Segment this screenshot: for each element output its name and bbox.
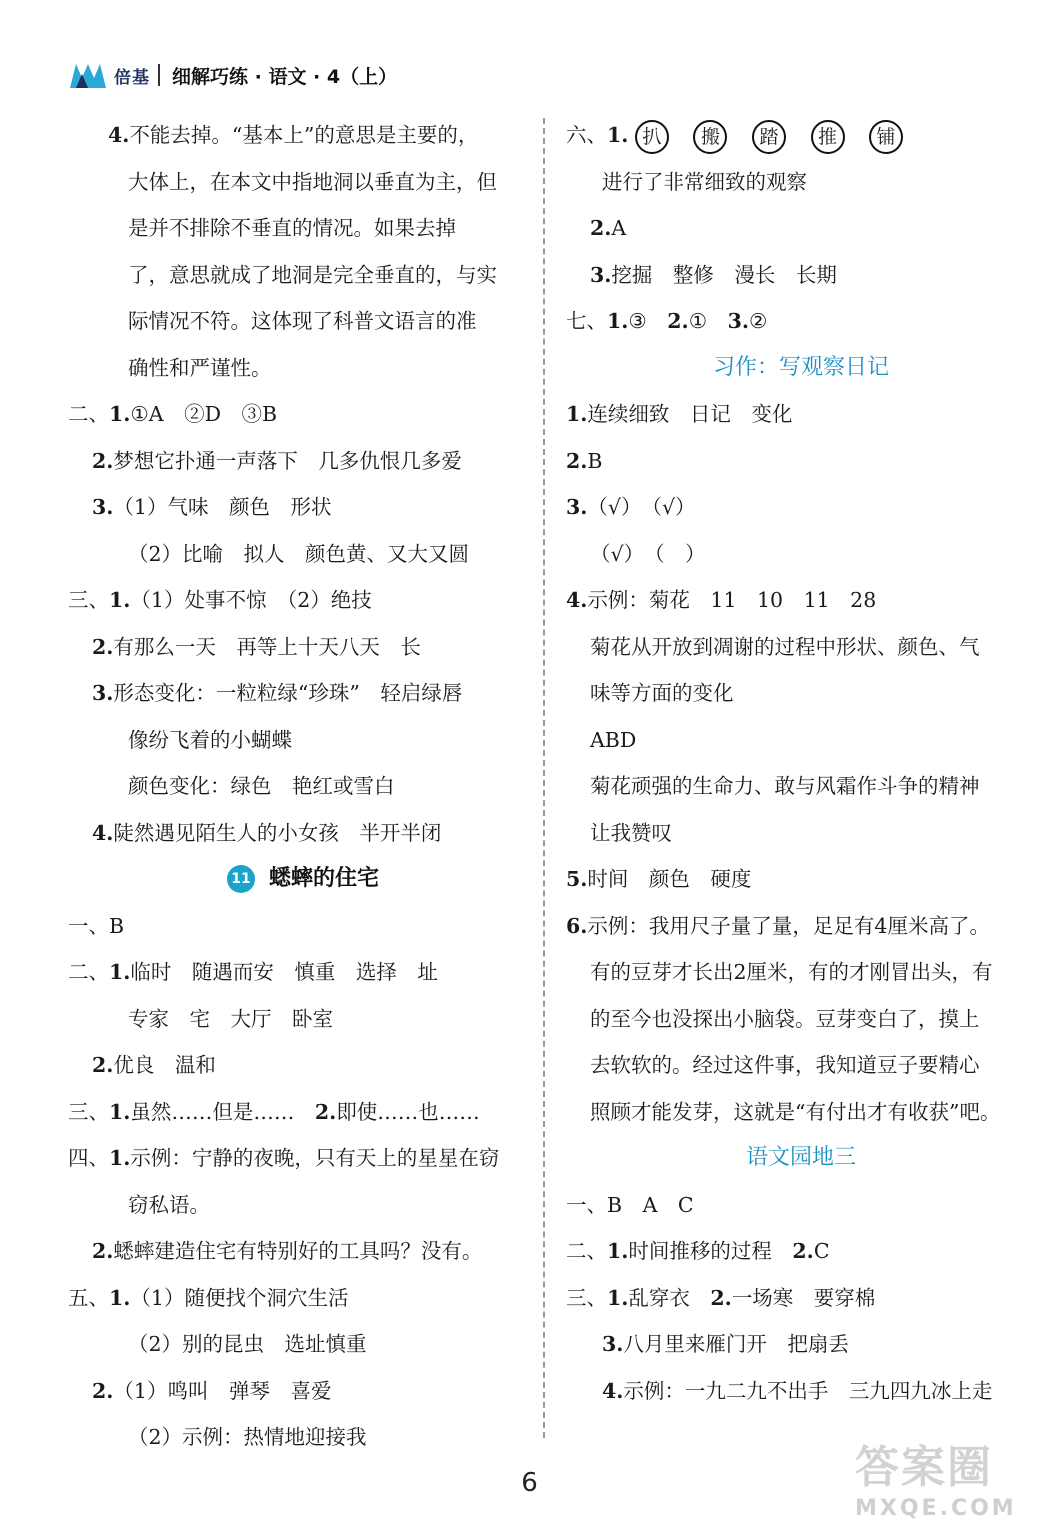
section-heading xyxy=(566,345,1036,392)
item-number: 3. xyxy=(566,495,588,519)
answer-line xyxy=(566,1182,1036,1229)
item-number: 2. xyxy=(92,634,114,659)
header-divider xyxy=(158,64,160,86)
answer-line xyxy=(68,717,538,764)
item-number: 6. xyxy=(566,913,588,938)
item-number: 4. xyxy=(566,588,588,612)
answer-text: 八月里来雁门开 把扇丢 xyxy=(623,1332,849,1356)
answer-line xyxy=(68,1135,538,1182)
answer-text: 有那么一天 再等上十天八天 长 xyxy=(113,634,421,659)
answer-text: 大体上，在本文中指地洞以垂直为主，但 xyxy=(128,169,497,194)
item-number: 3. xyxy=(92,495,114,519)
answer-text: 让我赞叹 xyxy=(590,820,672,845)
section-marker: 一、 xyxy=(566,1192,607,1217)
answer-text: ABD xyxy=(590,727,637,752)
answer-line xyxy=(566,1042,1036,1089)
answer-line xyxy=(566,717,1036,764)
answer-line xyxy=(68,1182,538,1229)
answer-text: 际情况不符。这体现了科普文语言的准 xyxy=(128,309,477,333)
item-number: 4. xyxy=(108,123,130,147)
answer-text: 挖掘 整修 漫长 长期 xyxy=(611,262,837,287)
item-number: 3. xyxy=(92,681,114,705)
answer-text: 连续细致 日记 变化 xyxy=(587,402,793,426)
answer-text: 陡然遇见陌生人的小女孩 半开半闭 xyxy=(113,820,442,845)
lesson-number-badge: 11 xyxy=(227,865,255,893)
answer-line xyxy=(68,1228,538,1275)
item-number: 1. xyxy=(109,1146,131,1170)
answer-text: 味等方面的变化 xyxy=(590,681,734,705)
answer-text: 专家 宅 大厅 卧室 xyxy=(128,1006,333,1031)
answer-line xyxy=(566,298,1036,345)
answer-line xyxy=(566,670,1036,717)
answer-line xyxy=(566,1368,1036,1415)
answer-line xyxy=(68,577,538,624)
answer-text: ② xyxy=(749,309,768,333)
item-number: 2. xyxy=(92,1378,114,1403)
answer-text: 像纷飞着的小蝴蝶 xyxy=(128,727,292,752)
item-number: 1. xyxy=(607,309,629,333)
section-heading xyxy=(68,856,538,903)
section-marker: 一、 xyxy=(68,913,109,938)
section-marker: 二、 xyxy=(566,1239,607,1263)
circled-char: 铺 xyxy=(869,120,903,154)
answer-line xyxy=(566,205,1036,252)
answer-text: 优良 温和 xyxy=(113,1053,216,1077)
answer-line xyxy=(566,763,1036,810)
answer-line xyxy=(68,1089,538,1136)
item-number: 1. xyxy=(109,1099,131,1124)
lesson-title: 蟋蟀的住宅 xyxy=(268,866,379,891)
answer-line xyxy=(566,1089,1036,1136)
item-number: 1. xyxy=(566,402,588,426)
answer-line xyxy=(68,438,538,485)
answer-line xyxy=(68,531,538,578)
answer-line-six xyxy=(566,112,1036,159)
left-column xyxy=(68,112,538,1461)
answer-line xyxy=(566,996,1036,1043)
watermark-url: MXQE.COM xyxy=(855,1496,1017,1521)
answer-text: 乱穿衣 xyxy=(628,1285,711,1310)
answer-text: 示例：宁静的夜晚，只有天上的星星在窃 xyxy=(130,1146,500,1170)
answer-text: B xyxy=(587,448,603,473)
answer-line xyxy=(566,159,1036,206)
section-marker: 四、 xyxy=(68,1146,109,1170)
answer-text: 颜色变化：绿色 艳红或雪白 xyxy=(128,774,395,798)
item-number: 1. xyxy=(607,123,629,147)
answer-line xyxy=(566,577,1036,624)
answer-line xyxy=(68,112,538,159)
answer-text: 确性和严谨性。 xyxy=(128,355,272,380)
item-number: 2. xyxy=(314,1099,337,1124)
answer-line xyxy=(566,531,1036,578)
item-number: 3. xyxy=(602,1332,624,1356)
answer-line xyxy=(68,298,538,345)
answer-line xyxy=(566,1321,1036,1368)
answer-text: （2）比喻 拟人 颜色黄、又大又圆 xyxy=(128,541,470,566)
answer-line xyxy=(68,1042,538,1089)
answer-text: 是并不排除不垂直的情况。如果去掉 xyxy=(128,216,456,240)
answer-text: ①A ②D ③B xyxy=(130,402,278,426)
answer-text: 示例：我用尺子量了量，足足有4厘米高了。 xyxy=(587,913,990,938)
answer-text: 时间推移的过程 xyxy=(628,1239,793,1263)
answer-text: 时间 颜色 硬度 xyxy=(587,867,752,891)
answer-text: 即使……也…… xyxy=(336,1099,480,1124)
answer-line xyxy=(68,996,538,1043)
column-divider xyxy=(543,118,545,1438)
answer-line xyxy=(566,810,1036,857)
answer-text: 窃私语。 xyxy=(128,1192,210,1217)
answer-text: 照顾才能发芽，这就是“有付出才有收获”吧。 xyxy=(590,1099,1001,1124)
answer-line xyxy=(68,903,538,950)
answer-line xyxy=(566,903,1036,950)
answer-text: （√） （ ） xyxy=(590,541,706,566)
answer-line xyxy=(68,1414,538,1461)
heading-text: 语文园地三 xyxy=(745,1145,856,1170)
answer-text: 示例：菊花 11 10 11 28 xyxy=(587,588,877,612)
item-number: 2. xyxy=(710,1285,732,1310)
answer-text: （2）示例：热情地迎接我 xyxy=(128,1425,367,1449)
answer-line xyxy=(68,949,538,996)
circled-char: 扒 xyxy=(635,120,669,154)
answer-line xyxy=(68,484,538,531)
page-number: 6 xyxy=(521,1468,538,1498)
item-number: 4. xyxy=(602,1378,624,1403)
answer-line xyxy=(68,159,538,206)
item-number: 2. xyxy=(590,216,612,240)
section-heading xyxy=(566,1135,1036,1182)
circled-char: 搬 xyxy=(693,120,727,154)
answer-line xyxy=(566,252,1036,299)
item-number: 3. xyxy=(727,309,749,333)
answer-text: 示例：一九二九不出手 三九四九冰上走 xyxy=(623,1378,993,1403)
item-number: 2. xyxy=(566,448,588,473)
answer-text: （2）别的昆虫 选址慎重 xyxy=(128,1332,367,1356)
item-number: 2. xyxy=(92,448,114,473)
item-number: 1. xyxy=(109,1285,131,1310)
answer-line xyxy=(566,438,1036,485)
answer-text: （1）随便找个洞穴生活 xyxy=(130,1285,349,1310)
answer-text: 一场寒 要穿棉 xyxy=(731,1285,876,1310)
answer-text: 了，意思就成了地洞是完全垂直的，与实 xyxy=(128,262,497,287)
answer-text: B A C xyxy=(607,1192,694,1217)
section-marker: 三、 xyxy=(566,1285,607,1310)
answer-text: 梦想它扑通一声落下 几多仇恨几多爱 xyxy=(113,448,462,473)
answer-text: 临时 随遇而安 慎重 选择 址 xyxy=(130,960,438,984)
answer-line xyxy=(68,345,538,392)
item-number: 4. xyxy=(92,820,114,845)
item-number: 1. xyxy=(109,402,131,426)
item-number: 5. xyxy=(566,867,588,891)
answer-line xyxy=(566,484,1036,531)
heading-text: 习作：写观察日记 xyxy=(712,354,889,380)
answer-line xyxy=(566,1275,1036,1322)
answer-line xyxy=(566,391,1036,438)
item-number: 2. xyxy=(667,309,689,333)
answer-line xyxy=(68,1321,538,1368)
answer-line xyxy=(566,1228,1036,1275)
section-marker: 三、 xyxy=(68,588,109,612)
answer-text: 形态变化：一粒粒绿“珍珠” 轻启绿唇 xyxy=(113,681,463,705)
section-marker: 七、 xyxy=(566,309,607,333)
item-number: 1. xyxy=(607,1239,629,1263)
answer-text: C xyxy=(813,1239,830,1263)
item-number: 2. xyxy=(792,1239,814,1263)
watermark-text: 答案圈 xyxy=(855,1442,993,1493)
item-number: 1. xyxy=(109,960,131,984)
answer-text: 进行了非常细致的观察 xyxy=(602,169,807,194)
answer-text: 蟋蟀建造住宅有特别好的工具吗？没有。 xyxy=(113,1239,483,1263)
answer-text: 有的豆芽才长出2厘米，有的才刚冒出头，有 xyxy=(590,960,993,984)
brand-name: 倍基 xyxy=(114,67,150,88)
item-number: 1. xyxy=(109,588,131,612)
watermark xyxy=(855,1440,1035,1532)
answer-line xyxy=(68,252,538,299)
answer-line xyxy=(68,670,538,717)
answer-line xyxy=(566,624,1036,671)
circled-char: 踏 xyxy=(752,120,786,154)
item-number: 1. xyxy=(607,1285,629,1310)
answer-line xyxy=(68,763,538,810)
answer-text: （1）鸣叫 弹琴 喜爱 xyxy=(113,1378,332,1403)
circled-char: 推 xyxy=(811,120,845,154)
section-marker: 三、 xyxy=(68,1099,109,1124)
answer-text: （1）气味 颜色 形状 xyxy=(113,495,332,519)
brand-logo-icon xyxy=(68,60,108,90)
page-header xyxy=(68,58,397,92)
section-marker: 五、 xyxy=(68,1285,109,1310)
item-number: 2. xyxy=(92,1053,114,1077)
answer-text: 菊花顽强的生命力、敢与风霜作斗争的精神 xyxy=(590,774,980,798)
answer-text: 菊花从开放到凋谢的过程中形状、颜色、气 xyxy=(590,634,980,659)
answer-text: 的至今也没探出小脑袋。豆芽变白了，摸上 xyxy=(590,1006,980,1031)
book-title: 细解巧练 · 语文 · 4（上） xyxy=(172,65,398,88)
answer-text: 不能去掉。“基本上”的意思是主要的， xyxy=(129,123,479,147)
section-marker: 二、 xyxy=(68,402,109,426)
answer-text: （1）处事不惊 （2）绝技 xyxy=(130,588,372,612)
answer-line xyxy=(68,391,538,438)
answer-text: B xyxy=(109,913,125,938)
answer-text: ① xyxy=(688,309,728,333)
answer-line xyxy=(68,205,538,252)
item-number: 3. xyxy=(590,262,612,287)
answer-line xyxy=(68,810,538,857)
answer-line xyxy=(68,1368,538,1415)
section-marker: 六、 xyxy=(566,123,607,147)
answer-line xyxy=(566,856,1036,903)
answer-text: 去软软的。经过这件事，我知道豆子要精心 xyxy=(590,1053,980,1077)
answer-line xyxy=(68,1275,538,1322)
answer-line xyxy=(566,949,1036,996)
answer-text: （√） （√） xyxy=(587,495,696,519)
answer-text: ③ xyxy=(628,309,668,333)
answer-line xyxy=(68,624,538,671)
answer-text: 虽然……但是…… xyxy=(130,1099,315,1124)
item-number: 2. xyxy=(92,1239,114,1263)
right-column xyxy=(566,112,1036,1414)
answer-text: A xyxy=(611,216,627,240)
section-marker: 二、 xyxy=(68,960,109,984)
